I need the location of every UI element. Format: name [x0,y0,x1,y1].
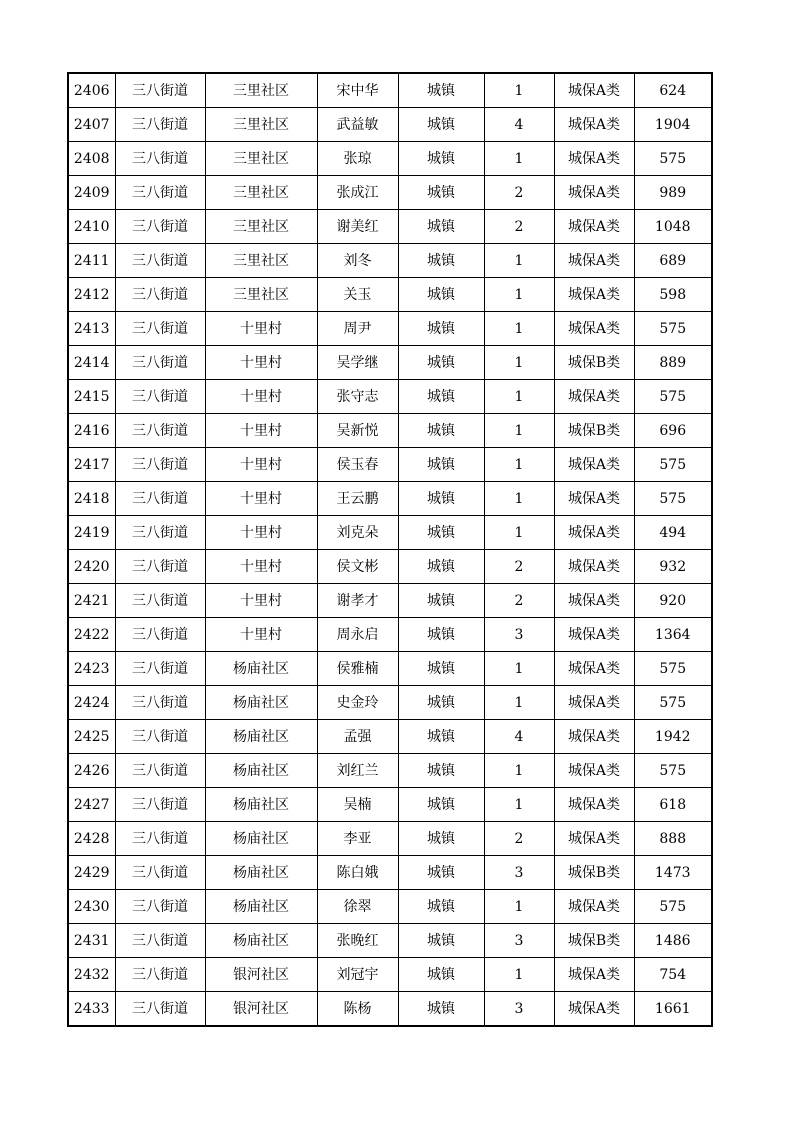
street-cell: 三八街道 [115,176,205,210]
name-cell: 谢孝才 [317,584,398,618]
row-number-cell: 2411 [68,244,115,278]
row-number-cell: 2417 [68,448,115,482]
category-cell: 城保A类 [554,244,634,278]
street-cell: 三八街道 [115,754,205,788]
area-type-cell: 城镇 [398,550,484,584]
street-cell: 三八街道 [115,516,205,550]
category-cell: 城保A类 [554,108,634,142]
amount-cell: 575 [634,312,712,346]
area-type-cell: 城镇 [398,142,484,176]
amount-cell: 575 [634,890,712,924]
amount-cell: 1364 [634,618,712,652]
amount-cell: 575 [634,482,712,516]
name-cell: 张守志 [317,380,398,414]
household-size-cell: 4 [484,720,554,754]
category-cell: 城保A类 [554,992,634,1027]
street-cell: 三八街道 [115,924,205,958]
street-cell: 三八街道 [115,312,205,346]
table-row [68,414,712,448]
table-row [68,210,712,244]
name-cell: 刘克朵 [317,516,398,550]
table-row [68,108,712,142]
amount-cell: 889 [634,346,712,380]
table-row [68,890,712,924]
category-cell: 城保A类 [554,958,634,992]
community-cell: 杨庙社区 [205,720,317,754]
row-number-cell: 2409 [68,176,115,210]
street-cell: 三八街道 [115,210,205,244]
household-size-cell: 1 [484,312,554,346]
category-cell: 城保A类 [554,448,634,482]
amount-cell: 932 [634,550,712,584]
household-size-cell: 2 [484,550,554,584]
household-size-cell: 1 [484,788,554,822]
household-size-cell: 1 [484,516,554,550]
name-cell: 武益敏 [317,108,398,142]
table-row [68,584,712,618]
amount-cell: 575 [634,686,712,720]
amount-cell: 696 [634,414,712,448]
household-size-cell: 1 [484,448,554,482]
community-cell: 十里村 [205,516,317,550]
category-cell: 城保A类 [554,73,634,108]
community-cell: 十里村 [205,312,317,346]
area-type-cell: 城镇 [398,244,484,278]
street-cell: 三八街道 [115,856,205,890]
row-number-cell: 2415 [68,380,115,414]
household-size-cell: 1 [484,142,554,176]
table-row [68,618,712,652]
row-number-cell: 2416 [68,414,115,448]
area-type-cell: 城镇 [398,108,484,142]
street-cell: 三八街道 [115,890,205,924]
household-size-cell: 2 [484,584,554,618]
name-cell: 陈杨 [317,992,398,1027]
area-type-cell: 城镇 [398,414,484,448]
name-cell: 李亚 [317,822,398,856]
amount-cell: 1048 [634,210,712,244]
row-number-cell: 2414 [68,346,115,380]
amount-cell: 689 [634,244,712,278]
community-cell: 三里社区 [205,210,317,244]
category-cell: 城保A类 [554,550,634,584]
street-cell: 三八街道 [115,108,205,142]
name-cell: 刘红兰 [317,754,398,788]
category-cell: 城保A类 [554,142,634,176]
name-cell: 侯玉春 [317,448,398,482]
amount-cell: 1473 [634,856,712,890]
street-cell: 三八街道 [115,73,205,108]
street-cell: 三八街道 [115,584,205,618]
household-size-cell: 4 [484,108,554,142]
row-number-cell: 2419 [68,516,115,550]
row-number-cell: 2429 [68,856,115,890]
name-cell: 陈白娥 [317,856,398,890]
amount-cell: 624 [634,73,712,108]
amount-cell: 1486 [634,924,712,958]
amount-cell: 494 [634,516,712,550]
category-cell: 城保A类 [554,482,634,516]
category-cell: 城保A类 [554,312,634,346]
amount-cell: 1942 [634,720,712,754]
household-size-cell: 1 [484,278,554,312]
area-type-cell: 城镇 [398,856,484,890]
category-cell: 城保A类 [554,176,634,210]
name-cell: 张成江 [317,176,398,210]
table-row [68,550,712,584]
row-number-cell: 2412 [68,278,115,312]
category-cell: 城保A类 [554,278,634,312]
table-row [68,244,712,278]
community-cell: 银河社区 [205,958,317,992]
category-cell: 城保A类 [554,822,634,856]
community-cell: 十里村 [205,346,317,380]
table-row [68,992,712,1027]
table-row [68,176,712,210]
table-row [68,686,712,720]
area-type-cell: 城镇 [398,278,484,312]
category-cell: 城保A类 [554,210,634,244]
row-number-cell: 2413 [68,312,115,346]
table-row [68,788,712,822]
table-row [68,822,712,856]
name-cell: 吴楠 [317,788,398,822]
row-number-cell: 2431 [68,924,115,958]
area-type-cell: 城镇 [398,924,484,958]
community-cell: 三里社区 [205,73,317,108]
area-type-cell: 城镇 [398,73,484,108]
community-cell: 十里村 [205,584,317,618]
table-row [68,482,712,516]
area-type-cell: 城镇 [398,482,484,516]
row-number-cell: 2406 [68,73,115,108]
category-cell: 城保B类 [554,856,634,890]
household-size-cell: 1 [484,346,554,380]
community-cell: 三里社区 [205,142,317,176]
category-cell: 城保A类 [554,652,634,686]
roster-table [67,72,713,1027]
row-number-cell: 2424 [68,686,115,720]
area-type-cell: 城镇 [398,448,484,482]
street-cell: 三八街道 [115,788,205,822]
household-size-cell: 1 [484,890,554,924]
table-row [68,380,712,414]
community-cell: 十里村 [205,380,317,414]
household-size-cell: 1 [484,686,554,720]
table-body [68,73,712,1026]
row-number-cell: 2422 [68,618,115,652]
community-cell: 杨庙社区 [205,788,317,822]
community-cell: 十里村 [205,448,317,482]
area-type-cell: 城镇 [398,754,484,788]
amount-cell: 598 [634,278,712,312]
row-number-cell: 2430 [68,890,115,924]
street-cell: 三八街道 [115,652,205,686]
area-type-cell: 城镇 [398,992,484,1027]
area-type-cell: 城镇 [398,618,484,652]
community-cell: 杨庙社区 [205,856,317,890]
community-cell: 十里村 [205,618,317,652]
table-row [68,346,712,380]
row-number-cell: 2410 [68,210,115,244]
name-cell: 侯雅楠 [317,652,398,686]
table-row [68,754,712,788]
household-size-cell: 1 [484,958,554,992]
row-number-cell: 2421 [68,584,115,618]
row-number-cell: 2423 [68,652,115,686]
amount-cell: 575 [634,142,712,176]
household-size-cell: 2 [484,176,554,210]
community-cell: 杨庙社区 [205,652,317,686]
area-type-cell: 城镇 [398,822,484,856]
category-cell: 城保A类 [554,618,634,652]
street-cell: 三八街道 [115,142,205,176]
name-cell: 吴新悦 [317,414,398,448]
area-type-cell: 城镇 [398,176,484,210]
amount-cell: 618 [634,788,712,822]
household-size-cell: 1 [484,652,554,686]
name-cell: 徐翠 [317,890,398,924]
community-cell: 杨庙社区 [205,924,317,958]
household-size-cell: 2 [484,822,554,856]
row-number-cell: 2432 [68,958,115,992]
name-cell: 侯文彬 [317,550,398,584]
table-row [68,958,712,992]
street-cell: 三八街道 [115,448,205,482]
street-cell: 三八街道 [115,380,205,414]
community-cell: 银河社区 [205,992,317,1027]
table-row [68,924,712,958]
household-size-cell: 2 [484,210,554,244]
row-number-cell: 2425 [68,720,115,754]
amount-cell: 888 [634,822,712,856]
amount-cell: 920 [634,584,712,618]
name-cell: 史金玲 [317,686,398,720]
amount-cell: 575 [634,754,712,788]
name-cell: 吴学继 [317,346,398,380]
community-cell: 杨庙社区 [205,822,317,856]
row-number-cell: 2428 [68,822,115,856]
street-cell: 三八街道 [115,958,205,992]
category-cell: 城保A类 [554,584,634,618]
row-number-cell: 2433 [68,992,115,1027]
category-cell: 城保A类 [554,686,634,720]
row-number-cell: 2420 [68,550,115,584]
street-cell: 三八街道 [115,414,205,448]
name-cell: 张琼 [317,142,398,176]
street-cell: 三八街道 [115,992,205,1027]
street-cell: 三八街道 [115,822,205,856]
category-cell: 城保A类 [554,720,634,754]
area-type-cell: 城镇 [398,312,484,346]
row-number-cell: 2418 [68,482,115,516]
category-cell: 城保B类 [554,414,634,448]
amount-cell: 754 [634,958,712,992]
area-type-cell: 城镇 [398,584,484,618]
table-row [68,720,712,754]
community-cell: 十里村 [205,414,317,448]
table-row [68,516,712,550]
name-cell: 关玉 [317,278,398,312]
community-cell: 杨庙社区 [205,686,317,720]
row-number-cell: 2426 [68,754,115,788]
amount-cell: 1904 [634,108,712,142]
household-size-cell: 1 [484,73,554,108]
household-size-cell: 3 [484,992,554,1027]
name-cell: 宋中华 [317,73,398,108]
name-cell: 谢美红 [317,210,398,244]
community-cell: 杨庙社区 [205,890,317,924]
community-cell: 三里社区 [205,278,317,312]
amount-cell: 575 [634,448,712,482]
area-type-cell: 城镇 [398,346,484,380]
name-cell: 周永启 [317,618,398,652]
area-type-cell: 城镇 [398,958,484,992]
household-size-cell: 1 [484,754,554,788]
household-size-cell: 3 [484,856,554,890]
street-cell: 三八街道 [115,278,205,312]
name-cell: 孟强 [317,720,398,754]
household-size-cell: 1 [484,482,554,516]
community-cell: 三里社区 [205,244,317,278]
street-cell: 三八街道 [115,244,205,278]
category-cell: 城保B类 [554,924,634,958]
street-cell: 三八街道 [115,482,205,516]
household-size-cell: 1 [484,244,554,278]
community-cell: 杨庙社区 [205,754,317,788]
name-cell: 张晚红 [317,924,398,958]
table-row [68,312,712,346]
household-size-cell: 3 [484,924,554,958]
amount-cell: 575 [634,652,712,686]
table-row [68,448,712,482]
amount-cell: 575 [634,380,712,414]
street-cell: 三八街道 [115,346,205,380]
row-number-cell: 2427 [68,788,115,822]
community-cell: 三里社区 [205,108,317,142]
household-size-cell: 3 [484,618,554,652]
household-size-cell: 1 [484,380,554,414]
area-type-cell: 城镇 [398,720,484,754]
amount-cell: 1661 [634,992,712,1027]
area-type-cell: 城镇 [398,210,484,244]
street-cell: 三八街道 [115,550,205,584]
category-cell: 城保A类 [554,890,634,924]
table-row [68,278,712,312]
table-row [68,652,712,686]
street-cell: 三八街道 [115,618,205,652]
row-number-cell: 2408 [68,142,115,176]
area-type-cell: 城镇 [398,686,484,720]
community-cell: 三里社区 [205,176,317,210]
category-cell: 城保A类 [554,380,634,414]
street-cell: 三八街道 [115,720,205,754]
community-cell: 十里村 [205,482,317,516]
name-cell: 刘冬 [317,244,398,278]
area-type-cell: 城镇 [398,890,484,924]
area-type-cell: 城镇 [398,652,484,686]
community-cell: 十里村 [205,550,317,584]
amount-cell: 989 [634,176,712,210]
row-number-cell: 2407 [68,108,115,142]
table-row [68,856,712,890]
category-cell: 城保A类 [554,788,634,822]
household-size-cell: 1 [484,414,554,448]
area-type-cell: 城镇 [398,788,484,822]
area-type-cell: 城镇 [398,516,484,550]
name-cell: 王云鹏 [317,482,398,516]
name-cell: 周尹 [317,312,398,346]
street-cell: 三八街道 [115,686,205,720]
table-row [68,73,712,108]
category-cell: 城保A类 [554,754,634,788]
category-cell: 城保A类 [554,516,634,550]
category-cell: 城保B类 [554,346,634,380]
area-type-cell: 城镇 [398,380,484,414]
name-cell: 刘冠宇 [317,958,398,992]
table-row [68,142,712,176]
